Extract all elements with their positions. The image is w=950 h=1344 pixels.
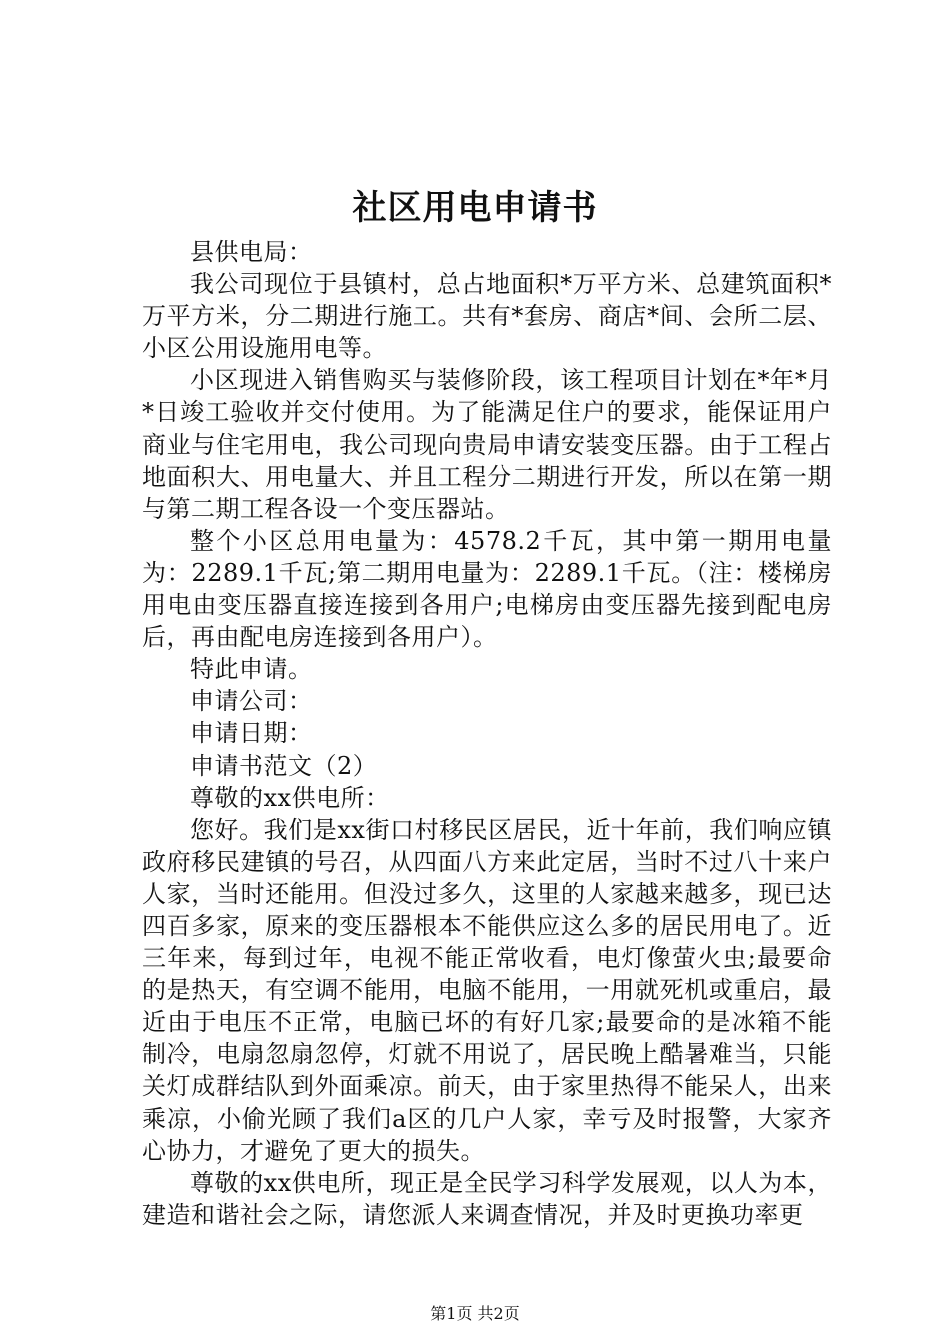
paragraph: 您好。我们是xx街口村移民区居民，近十年前，我们响应镇政府移民建镇的号召，从四面八方来此定居，当时不过八十来户人家，当时还能用。但没过多久，这里的人家越来越多，现已达四百多家，原来的变压器根本不能供应这么多的居民用电了。近三年来，每到过年，电视不能正常收看，电灯像萤火虫;最要命的是热天，有空调不能用，电脑不能用，一用就死机或重启，最近由于电压不正常，电脑已坏的有好几家;最要命的是冰箱不能制冷，电扇忽扇忽停，灯就不用说了，居民晚上酷暑难当，只能关灯成群结队到外面乘凉。前天，由于家里热得不能呆人，出来乘凉，小偷光顾了我们a区的几户人家，幸亏及时报警，大家齐心协力，才避免了更大的损失。 <box>142 815 832 1165</box>
page-footer: 第1页 共2页 <box>430 1304 520 1323</box>
document-body <box>142 236 832 1231</box>
paragraph: 我公司现位于县镇村，总占地面积*万平方米、总建筑面积*万平方米，分二期进行施工。共有*套房、商店*间、会所二层、小区公用设施用电等。 <box>142 270 832 363</box>
salutation: 县供电局： <box>190 238 313 266</box>
applicant-company-line: 申请公司： <box>190 687 313 716</box>
paragraph: 尊敬的xx供电所，现正是全民学习科学发展观，以人为本，建造和谐社会之际，请您派人来调查情况，并及时更换功率更 <box>142 1168 832 1229</box>
paragraph: 小区现进入销售购买与装修阶段，该工程项目计划在*年*月*日竣工验收并交付使用。为了能满足住户的要求，能保证用户商业与住宅用电，我公司现向贵局申请安装变压器。由于工程占地面积大、用电量大、并且工程分二期进行开发，所以在第一期与第二期工程各设一个变压器站。 <box>142 366 832 523</box>
section-heading: 申请书范文（2） <box>190 751 378 780</box>
closing-line: 特此申请。 <box>190 655 313 684</box>
salutation: 尊敬的xx供电所： <box>190 783 390 812</box>
paragraph: 整个小区总用电量为：4578.2千瓦，其中第一期用电量为：2289.1千瓦;第二期用电量为：2289.1千瓦。（注：楼梯房用电由变压器直接连接到各用户;电梯房由变压器先接到配电房后，再由配电房连接到各用户）。 <box>142 526 832 652</box>
application-date-line: 申请日期： <box>190 719 313 748</box>
document-title: 社区用电申请书 <box>352 188 598 228</box>
